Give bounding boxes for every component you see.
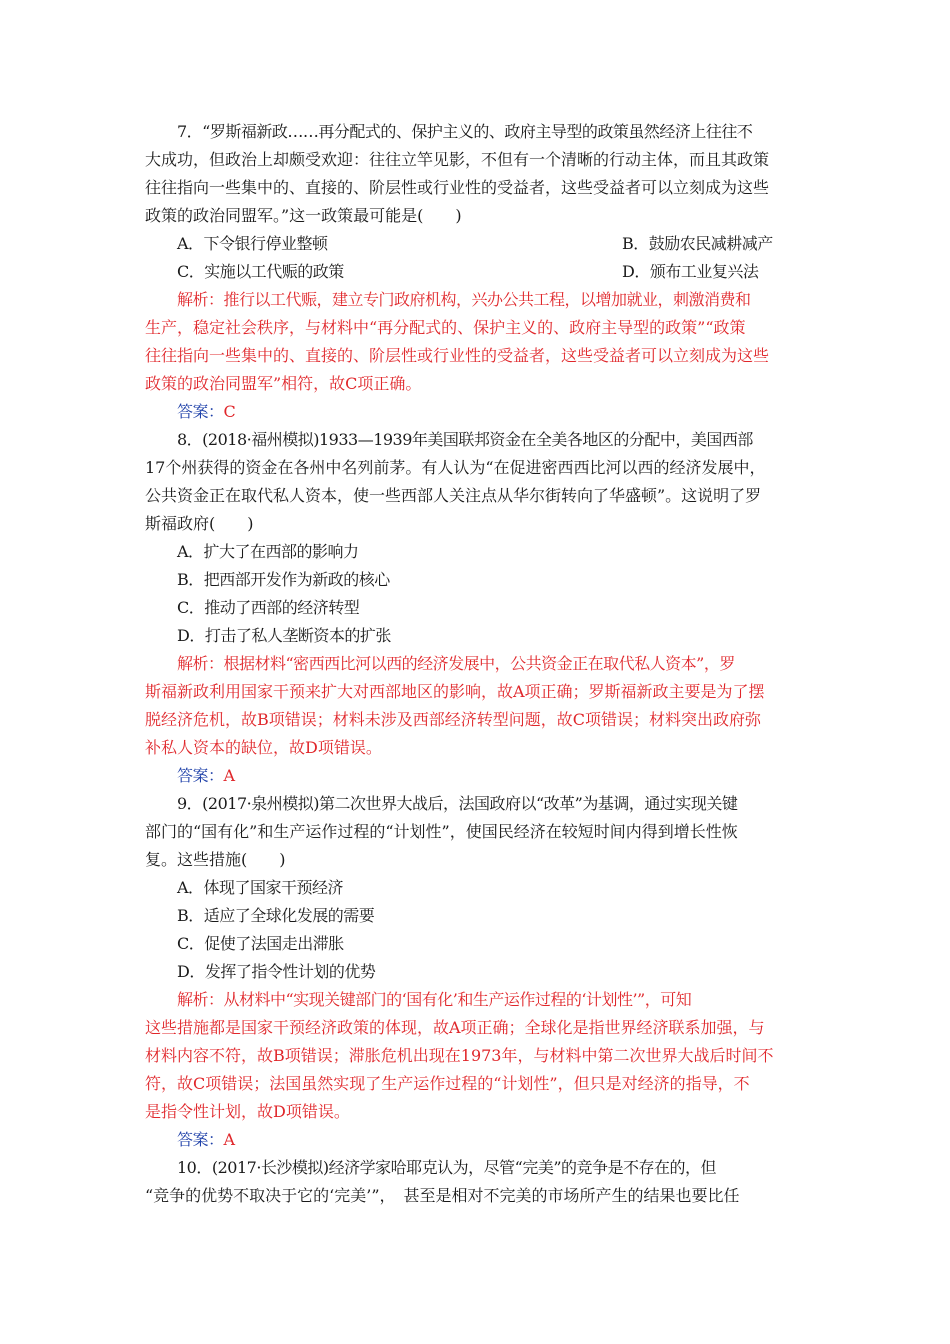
q9-answer [177, 1126, 847, 1154]
q7-answer-value: C [223, 402, 236, 421]
q8-answer-value: A [223, 766, 235, 785]
q9-stem-line-2: 部门的“国有化”和生产运作过程的“计划性”，使国民经济在较短时间内得到增长性恢 [145, 822, 738, 841]
q7-option-a: A．下令银行停业整顿 [177, 234, 328, 253]
q10-stem-line-1: 10．(2017·长沙模拟)经济学家哈耶克认为，尽管“完美”的竞争是不存在的，但 [177, 1158, 717, 1177]
q8-answer-label: 答案： [177, 766, 224, 785]
q9-stem-line-3: 复。这些措施( ) [145, 850, 286, 869]
q7-stem-line-4: 政策的政治同盟军。”这一政策最可能是( ) [145, 206, 462, 225]
q8-stem-line-3: 公共资金正在取代私人资本，使一些西部人关注点从华尔街转向了华盛顿”。这说明了罗 [145, 486, 762, 505]
q8-option-a: A．扩大了在西部的影响力 [177, 542, 359, 561]
q9-analysis-line-5: 是指令性计划，故D项错误。 [145, 1102, 350, 1121]
q7-analysis-line-3: 往往指向一些集中的、直接的、阶层性或行业性的受益者，这些受益者可以立刻成为这些 [145, 346, 770, 365]
q8-option-c: C．推动了西部的经济转型 [177, 598, 360, 617]
q8-stem-line-2: 17个州获得的资金在各州中名列前茅。有人认为“在促进密西西比河以西的经济发展中， [145, 458, 766, 477]
q7-stem-line-1: 7．“罗斯福新政……再分配式的、保护主义的、政府主导型的政策虽然经济上往往不 [177, 122, 753, 141]
q9-option-d: D．发挥了指令性计划的优势 [177, 962, 376, 981]
q9-option-b: B．适应了全球化发展的需要 [177, 906, 375, 925]
q9-analysis-line-2: 这些措施都是国家干预经济政策的体现，故A项正确；全球化是指世界经济联系加强，与 [145, 1018, 765, 1037]
q7-answer-label: 答案： [177, 402, 224, 421]
q8-option-b: B．把西部开发作为新政的核心 [177, 570, 390, 589]
q7-analysis-line-4: 政策的政治同盟军”相符，故C项正确。 [145, 374, 422, 393]
q8-analysis-line-4: 补私人资本的缺位，故D项错误。 [145, 738, 382, 757]
q9-analysis-line-1: 解析：从材料中“实现关键部门的‘国有化’和生产运作过程的‘计划性’”，可知 [177, 990, 692, 1009]
q7-option-c: C．实施以工代赈的政策 [177, 262, 344, 281]
q7-stem-line-3: 往往指向一些集中的、直接的、阶层性或行业性的受益者，这些受益者可以立刻成为这些 [145, 178, 770, 197]
q9-answer-value: A [223, 1130, 235, 1149]
q8-analysis-line-1: 解析：根据材料“密西西比河以西的经济发展中，公共资金正在取代私人资本”，罗 [177, 654, 735, 673]
q7-answer [177, 398, 847, 426]
q7-analysis-line-1: 解析：推行以工代赈，建立专门政府机构，兴办公共工程，以增加就业，刺激消费和 [177, 290, 751, 309]
q8-stem-line-4: 斯福政府( ) [145, 514, 254, 533]
q7-stem-line-2: 大成功，但政治上却颇受欢迎：往往立竿见影，不但有一个清晰的行动主体，而且其政策 [145, 150, 770, 169]
q9-stem-line-1: 9．(2017·泉州模拟)第二次世界大战后，法国政府以“改革”为基调，通过实现关键 [177, 794, 738, 813]
q7-option-d: D．颁布工业复兴法 [622, 262, 759, 281]
q8-stem-line-1: 8．(2018·福州模拟)1933—1939年美国联邦资金在全美各地区的分配中，美国西部 [177, 430, 753, 449]
q7-options-row-1 [177, 230, 847, 258]
q8-option-d: D．打击了私人垄断资本的扩张 [177, 626, 391, 645]
q8-analysis-line-3: 脱经济危机，故B项错误；材料未涉及西部经济转型问题，故C项错误；材料突出政府弥 [145, 710, 762, 729]
q9-analysis-line-4: 符，故C项错误；法国虽然实现了生产运作过程的“计划性”，但只是对经济的指导，不 [145, 1074, 750, 1093]
q9-answer-label: 答案： [177, 1130, 224, 1149]
q8-answer [177, 762, 847, 790]
q7-analysis-line-2: 生产，稳定社会秩序，与材料中“再分配式的、保护主义的、政府主导型的政策”“政策 [145, 318, 746, 337]
q8-analysis-line-2: 斯福新政利用国家干预来扩大对西部地区的影响，故A项正确；罗斯福新政主要是为了摆 [145, 682, 765, 701]
q9-option-c: C．促使了法国走出滞胀 [177, 934, 344, 953]
q9-option-a: A．体现了国家干预经济 [177, 878, 344, 897]
q9-analysis-line-3: 材料内容不符，故B项错误；滞胀危机出现在1973年，与材料中第二次世界大战后时间不 [145, 1046, 774, 1065]
q10-stem-line-2: “竞争的优势不取决于它的‘完美’”， 甚至是相对不完美的市场所产生的结果也要比任 [145, 1186, 740, 1205]
q7-option-b: B．鼓励农民减耕减产 [622, 234, 773, 253]
q7-options-row-2 [177, 258, 847, 286]
